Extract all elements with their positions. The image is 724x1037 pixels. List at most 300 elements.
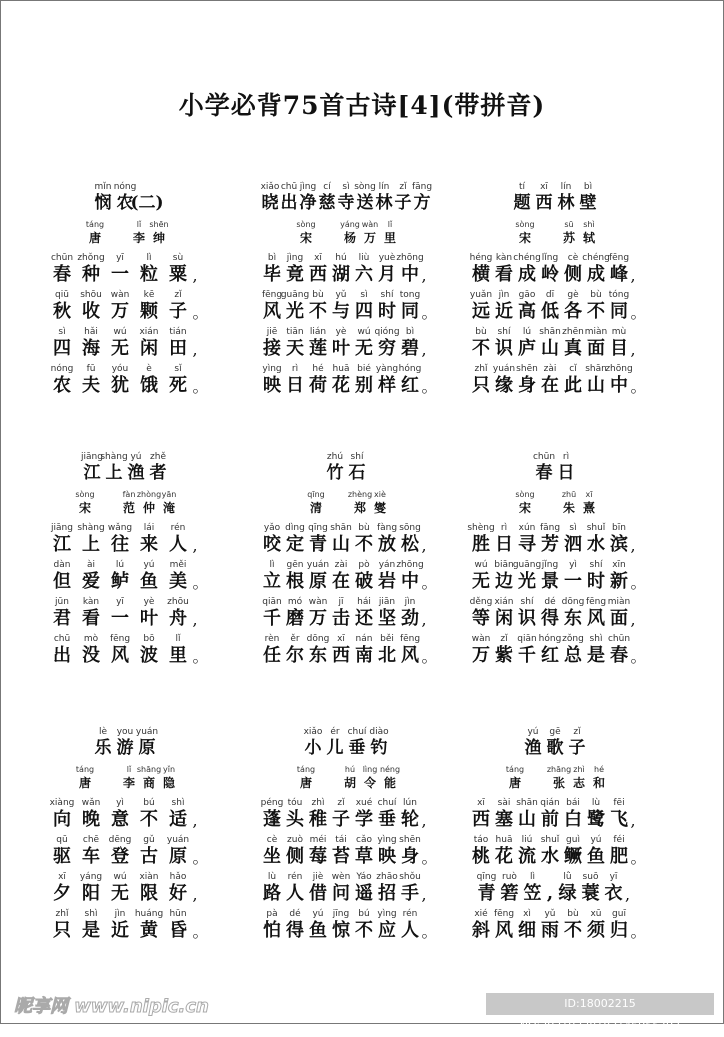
char-cell: [533, 181, 555, 214]
pinyin: kē: [143, 290, 155, 300]
char-cell: [48, 289, 77, 322]
pinyin: liú: [521, 835, 533, 845]
pinyin: shí: [520, 597, 534, 607]
pinyin: ěr: [290, 634, 300, 644]
pinyin: sì: [360, 290, 368, 300]
pinyin: yǔ: [335, 290, 347, 300]
pinyin: qiū: [55, 290, 69, 300]
pinyin: ér: [330, 727, 340, 737]
pinyin: zhì: [311, 798, 325, 808]
poem-author: [10, 484, 240, 516]
poem-line: [440, 248, 670, 285]
char-cell: [539, 326, 562, 359]
hanzi: 怕: [263, 920, 281, 941]
char-cell: [164, 559, 193, 592]
pinyin: yàng: [375, 364, 399, 374]
char-cell: [135, 522, 164, 555]
pinyin: fāng: [411, 182, 433, 192]
hanzi: 江: [83, 463, 101, 483]
pinyin: chuí: [347, 727, 367, 737]
char-cell: [106, 326, 135, 359]
punctuation: 。: [192, 573, 209, 592]
hanzi: 定: [286, 534, 304, 555]
char-cell: [318, 181, 337, 214]
pinyin: bái: [566, 798, 580, 808]
poem-author: [440, 484, 670, 516]
hanzi: 在: [541, 375, 559, 396]
poem-author: [440, 214, 670, 246]
hanzi: 题: [513, 193, 531, 213]
pinyin: zhǐ: [55, 909, 69, 919]
hanzi: 时: [587, 571, 605, 592]
hanzi: 壁: [579, 193, 597, 213]
pinyin: yú: [590, 835, 602, 845]
pinyin: rén: [402, 909, 418, 919]
poem-line: [440, 867, 670, 904]
hanzi: 无: [355, 338, 373, 359]
hanzi: 里: [383, 231, 396, 245]
pinyin: yìng: [377, 909, 397, 919]
pinyin: zhōng: [396, 560, 424, 570]
hanzi: 同: [610, 301, 628, 322]
poem-line: [440, 285, 670, 322]
pinyin: wú: [357, 327, 371, 337]
hanzi: 绿: [558, 883, 577, 904]
char-cell: [77, 289, 106, 322]
poem: [231, 725, 461, 941]
char-cell: [71, 489, 99, 516]
char-cell: [353, 252, 376, 285]
hanzi: 低: [541, 301, 559, 322]
char-cell: [562, 908, 585, 941]
hanzi: 北: [378, 645, 396, 666]
char-cell: [522, 726, 544, 759]
poem-title: [10, 180, 240, 214]
pinyin: bú: [143, 798, 155, 808]
char-cell: [284, 834, 307, 867]
hanzi: 细: [518, 920, 536, 941]
hanzi: 上: [82, 534, 100, 555]
punctuation: ,: [630, 266, 636, 285]
poem-line: [10, 322, 240, 359]
char-cell: [307, 289, 330, 322]
char-cell: [353, 797, 376, 830]
hanzi: 宋: [518, 231, 531, 245]
hanzi: 不: [472, 338, 490, 359]
hanzi: 识: [495, 338, 513, 359]
char-cell: [585, 596, 608, 629]
char-cell: [330, 559, 353, 592]
hanzi: 海: [82, 338, 100, 359]
char-cell: [330, 908, 353, 941]
pinyin: shí: [380, 290, 394, 300]
char-cell: [324, 726, 346, 759]
hanzi: 慈: [318, 193, 336, 213]
hanzi: 风: [587, 608, 605, 629]
poem-author: [231, 759, 461, 791]
char-cell: [470, 326, 493, 359]
hanzi: 竹: [326, 463, 344, 483]
hanzi: 登: [111, 846, 129, 867]
char-cell: [136, 764, 162, 791]
hanzi: 古: [140, 846, 158, 867]
hanzi: 林: [375, 193, 393, 213]
hanzi: 蓑: [581, 883, 600, 904]
pinyin: hái: [357, 597, 371, 607]
poem-author: [440, 759, 670, 791]
punctuation: ,: [192, 340, 198, 359]
pinyin: huā: [495, 835, 513, 845]
hanzi: 寺: [337, 193, 355, 213]
pinyin: hé: [312, 364, 324, 374]
hanzi: 毕: [263, 264, 281, 285]
hanzi: 庐: [518, 338, 536, 359]
pinyin: lù: [591, 798, 601, 808]
hanzi: 游: [116, 738, 134, 758]
char-cell: [81, 219, 109, 246]
char-cell: [360, 764, 380, 791]
hanzi: 林: [557, 193, 575, 213]
hanzi: 鹭: [587, 809, 605, 830]
hanzi: 晓: [261, 193, 279, 213]
pinyin: shēn: [516, 364, 538, 374]
char-cell: [135, 633, 164, 666]
char-cell: [353, 326, 376, 359]
char-cell: [106, 834, 135, 867]
hanzi: 天: [286, 338, 304, 359]
poem: [440, 725, 670, 941]
pinyin: lín: [560, 182, 572, 192]
pinyin: jìn: [114, 909, 126, 919]
pinyin: yè: [143, 597, 155, 607]
pinyin: xū: [590, 909, 602, 919]
hanzi: 意: [111, 809, 129, 830]
pinyin: shuǐ: [540, 835, 560, 845]
char-cell: [164, 633, 193, 666]
pinyin: sì: [569, 523, 577, 533]
char-cell: [516, 633, 539, 666]
char-cell: [164, 252, 193, 285]
punctuation: 。: [630, 848, 647, 867]
pinyin: shì: [84, 909, 98, 919]
pinyin: fēng: [261, 290, 283, 300]
hanzi: 头: [286, 809, 304, 830]
hanzi: 破: [355, 571, 373, 592]
char-cell: [261, 363, 284, 396]
hanzi: 山: [518, 809, 536, 830]
pinyin: lù: [267, 872, 277, 882]
hanzi: 青: [477, 883, 496, 904]
pinyin: sòng: [75, 490, 95, 499]
pinyin: yè: [335, 327, 347, 337]
pinyin: shāng: [136, 765, 162, 774]
hanzi: 江: [53, 534, 71, 555]
char-cell: [376, 871, 399, 904]
char-cell: [346, 726, 368, 759]
pinyin: xiàng: [49, 798, 75, 808]
hanzi: 粟: [169, 264, 187, 285]
hanzi: 得: [286, 920, 304, 941]
pinyin: rì: [562, 452, 570, 462]
hanzi: 此: [564, 375, 582, 396]
hanzi: 时: [378, 301, 396, 322]
pinyin: mò: [83, 634, 99, 644]
hanzi: 侧: [286, 846, 304, 867]
hanzi: 尔: [286, 645, 304, 666]
poem-line: [231, 248, 461, 285]
pinyin: bīn: [612, 523, 626, 533]
hanzi: 送: [356, 193, 374, 213]
pinyin: shàng: [100, 452, 128, 462]
poem-line: [231, 904, 461, 941]
pinyin: tong: [399, 290, 421, 300]
char-cell: [605, 363, 633, 396]
hanzi: 秋: [53, 301, 71, 322]
pinyin: táng: [75, 765, 95, 774]
pinyin: qīng: [308, 523, 328, 533]
hanzi: 得: [541, 608, 559, 629]
hanzi: 只: [472, 375, 490, 396]
pinyin: bù: [358, 523, 370, 533]
char-cell: [307, 908, 330, 941]
pinyin: xián: [494, 597, 514, 607]
hanzi: 任: [263, 645, 281, 666]
char-cell: [164, 522, 193, 555]
pinyin: sǐ: [174, 364, 182, 374]
pinyin: wú: [113, 872, 127, 882]
char-cell: [579, 219, 599, 246]
hanzi: 胜: [472, 534, 490, 555]
pinyin: yuè: [378, 253, 396, 263]
hanzi: 东: [309, 645, 327, 666]
pinyin: néng: [379, 765, 401, 774]
pinyin: yú: [312, 909, 324, 919]
char-cell: [589, 764, 609, 791]
punctuation: 。: [192, 848, 209, 867]
pinyin: cè: [567, 253, 579, 263]
hanzi: 郑: [353, 501, 366, 515]
char-cell: [498, 871, 521, 904]
poem: [10, 725, 240, 941]
pinyin: zhōng: [605, 364, 633, 374]
pinyin: táng: [505, 765, 525, 774]
hanzi: 田: [169, 338, 187, 359]
char-cell: [516, 797, 539, 830]
char-cell: [582, 252, 610, 285]
hanzi: 看: [495, 264, 513, 285]
hanzi: 日: [557, 463, 575, 483]
char-cell: [353, 871, 376, 904]
hanzi: 春: [610, 645, 628, 666]
char-cell: [92, 726, 114, 759]
hanzi: 千: [263, 608, 281, 629]
poem-line: [10, 285, 240, 322]
poem: [231, 450, 461, 666]
poem: [231, 180, 461, 396]
hanzi: 种: [82, 264, 100, 285]
hanzi: 粒: [140, 264, 158, 285]
char-cell: [302, 726, 324, 759]
hanzi: 塞: [495, 809, 513, 830]
hanzi: 是: [82, 920, 100, 941]
char-cell: [493, 363, 516, 396]
hanzi: 原: [138, 738, 156, 758]
pinyin: mǐn: [94, 182, 112, 192]
pinyin: wàn: [361, 220, 379, 229]
char-cell: [566, 726, 588, 759]
pinyin: yuán: [166, 835, 190, 845]
hanzi: 面: [610, 608, 628, 629]
pinyin: wàn: [471, 634, 491, 644]
hanzi: 垂: [348, 738, 366, 758]
hanzi: 不: [587, 301, 605, 322]
char-cell: [307, 252, 330, 285]
char-cell: [470, 908, 493, 941]
char-cell: [307, 633, 330, 666]
pinyin: ruò: [502, 872, 517, 882]
char-cell: [470, 289, 493, 322]
char-cell: [330, 252, 353, 285]
poem-line: [440, 518, 670, 555]
char-cell: [136, 726, 158, 759]
pinyin: yìng: [377, 835, 397, 845]
pinyin: bù: [475, 327, 487, 337]
char-cell: [399, 908, 422, 941]
hanzi: 寻: [518, 534, 536, 555]
hanzi: 熹: [582, 501, 595, 515]
char-cell: [539, 797, 562, 830]
char-cell: [114, 726, 136, 759]
hanzi: 子: [394, 193, 412, 213]
pinyin: yuán: [135, 727, 159, 737]
pinyin: yuán: [492, 364, 516, 374]
char-cell: [77, 633, 106, 666]
char-cell: [353, 289, 376, 322]
char-cell: [608, 908, 631, 941]
pinyin: shān: [539, 327, 561, 337]
pinyin: qīng: [307, 490, 325, 499]
char-cell: [376, 633, 399, 666]
hanzi: 杨: [343, 231, 356, 245]
hanzi: 轮: [401, 809, 419, 830]
hanzi: 咬: [263, 534, 281, 555]
hanzi: 坚: [378, 608, 396, 629]
pinyin: yī: [116, 253, 124, 263]
poem-line: [231, 793, 461, 830]
char-cell: [376, 363, 399, 396]
hanzi: 君: [53, 608, 71, 629]
char-cell: [516, 326, 539, 359]
pinyin: chū: [280, 182, 298, 192]
pinyin: měi: [169, 560, 187, 570]
pinyin: gāo: [518, 290, 536, 300]
char-cell: [48, 252, 77, 285]
pinyin: bù: [312, 290, 324, 300]
poem: [10, 450, 240, 666]
char-cell: [569, 764, 589, 791]
hanzi: 淹: [162, 501, 175, 515]
pinyin: táng: [296, 765, 316, 774]
hanzi: 车: [82, 846, 100, 867]
char-cell: [302, 489, 330, 516]
hanzi: 出: [53, 645, 71, 666]
punctuation: ,: [630, 340, 636, 359]
hanzi: 日: [495, 534, 513, 555]
hanzi: 春: [53, 264, 71, 285]
hanzi: 原: [169, 846, 187, 867]
char-cell: [92, 181, 114, 214]
hanzi: 岭: [541, 264, 559, 285]
char-cell: [106, 596, 135, 629]
punctuation: ,: [421, 266, 427, 285]
char-cell: [106, 797, 135, 830]
pinyin: yáng: [79, 872, 103, 882]
char-cell: [562, 797, 585, 830]
pinyin: tí: [518, 182, 526, 192]
hanzi: 各: [564, 301, 582, 322]
punctuation: 。: [192, 377, 209, 396]
pinyin: dé: [289, 909, 301, 919]
hanzi: 六: [355, 264, 373, 285]
hanzi: 昏: [169, 920, 187, 941]
hanzi: 放: [378, 534, 396, 555]
pinyin: hóng: [538, 634, 562, 644]
hanzi: 等: [472, 608, 490, 629]
char-cell: [562, 559, 585, 592]
poem-title: [231, 180, 461, 214]
char-cell: [77, 363, 106, 396]
pinyin: yuán: [306, 560, 330, 570]
hanzi: 令: [363, 776, 376, 790]
char-cell: [106, 252, 135, 285]
char-cell: [539, 522, 562, 555]
pinyin: lún: [403, 798, 417, 808]
poem-line: [10, 359, 240, 396]
char-cell: [330, 797, 353, 830]
poem-line: [10, 555, 240, 592]
char-cell: [353, 908, 376, 941]
poem-line: [10, 629, 240, 666]
pinyin: zǐ: [337, 798, 345, 808]
char-cell: [501, 764, 529, 791]
pinyin: fēng: [493, 909, 515, 919]
pinyin: jiè: [312, 872, 324, 882]
hanzi: 闲: [495, 608, 513, 629]
pinyin: chūn: [50, 253, 74, 263]
pinyin: shì: [583, 220, 595, 229]
pinyin: zuò: [287, 835, 303, 845]
poem-title: [440, 180, 670, 214]
char-cell: [324, 451, 346, 484]
char-cell: [284, 522, 307, 555]
char-cell: [330, 871, 353, 904]
punctuation: 。: [630, 303, 647, 322]
hanzi: 蓬: [263, 809, 281, 830]
char-cell: [284, 326, 307, 359]
hanzi: 山: [541, 338, 559, 359]
char-cell: [516, 834, 539, 867]
char-cell: [307, 326, 330, 359]
char-cell: [48, 797, 77, 830]
hanzi: 四: [355, 301, 373, 322]
pinyin: nóng: [113, 182, 137, 192]
hanzi: 一: [111, 608, 129, 629]
pinyin: zhēn: [562, 327, 584, 337]
char-cell: [493, 289, 516, 322]
pinyin: shēn: [399, 835, 421, 845]
punctuation: ,: [192, 811, 198, 830]
hanzi: 歌: [546, 738, 564, 758]
